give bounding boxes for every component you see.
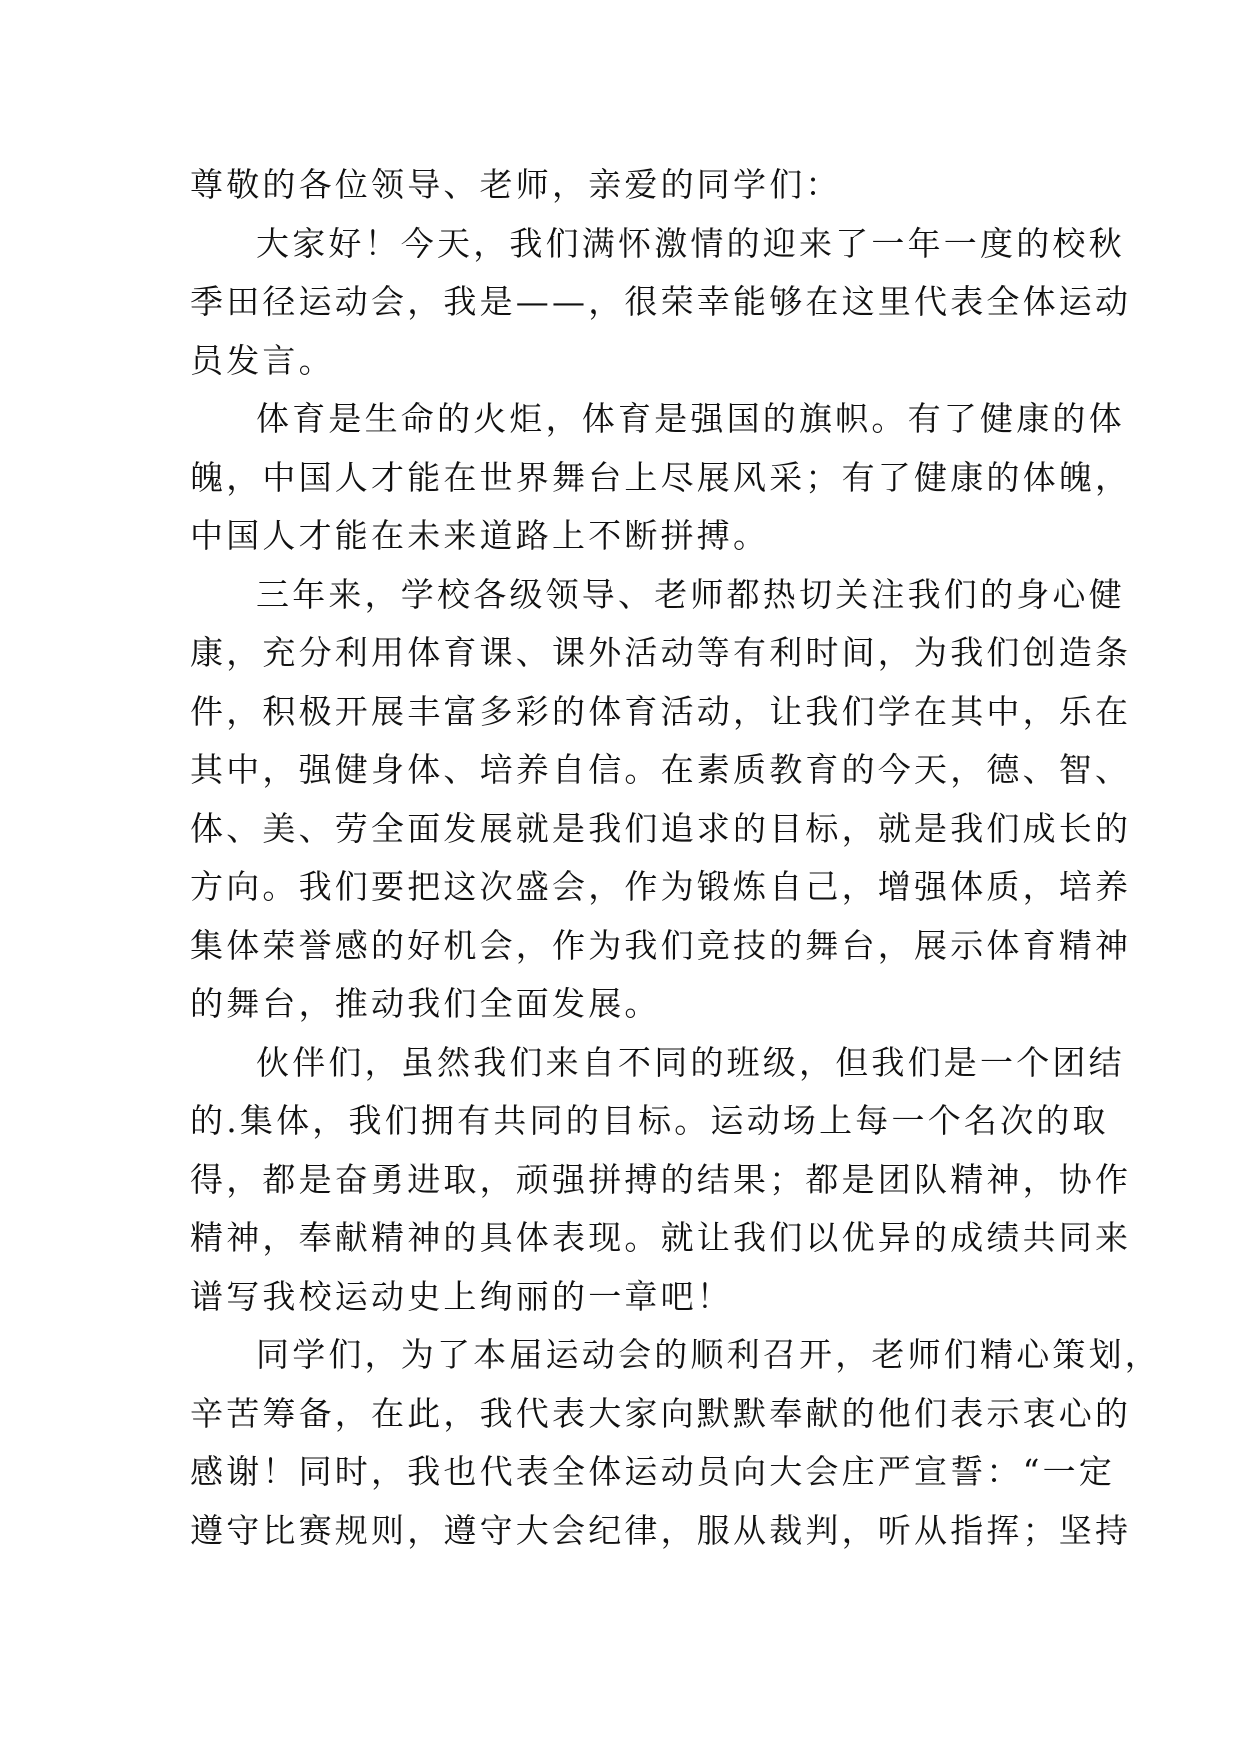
paragraph-line: 遵守比赛规则，遵守大会纪律，服从裁判，听从指挥；坚持 xyxy=(190,1510,1132,1550)
paragraph-line: 得，都是奋勇进取，顽强拼搏的结果；都是团队精神，协作 xyxy=(190,1159,1132,1199)
paragraph-line: 伙伴们，虽然我们来自不同的班级，但我们是一个团结 xyxy=(256,1042,1125,1082)
paragraph-line: 其中，强健身体、培养自信。在素质教育的今天，德、智、 xyxy=(190,750,1132,789)
paragraph-line: 康，充分利用体育课、课外活动等有利时间，为我们创造条 xyxy=(190,633,1132,672)
paragraph-line: 谱写我校运动史上绚丽的一章吧！ xyxy=(190,1276,733,1316)
paragraph-line: 体、美、劳全面发展就是我们追求的目标，就是我们成长的 xyxy=(190,808,1132,848)
document-body xyxy=(190,156,1161,1560)
paragraph-line: 魄，中国人才能在世界舞台上尽展风采；有了健康的体魄， xyxy=(190,457,1132,497)
paragraph-line: 季田径运动会，我是——，很荣幸能够在这里代表全体运动 xyxy=(190,282,1132,321)
paragraph-line: 方向。我们要把这次盛会，作为锻炼自己，增强体质，培养 xyxy=(190,867,1132,906)
salutation-line: 尊敬的各位领导、老师，亲爱的同学们： xyxy=(190,165,842,204)
paragraph-line: 感谢！同时，我也代表全体运动员向大会庄严宣誓：“一定 xyxy=(190,1452,1116,1491)
paragraph-line: 三年来，学校各级领导、老师都热切关注我们的身心健 xyxy=(256,574,1125,614)
paragraph-line: 体育是生命的火炬，体育是强国的旗帜。有了健康的体 xyxy=(256,399,1125,438)
paragraph-line: 同学们，为了本届运动会的顺利召开，老师们精心策划， xyxy=(256,1335,1161,1374)
paragraph-line: 辛苦筹备，在此，我代表大家向默默奉献的他们表示衷心的 xyxy=(190,1393,1132,1433)
paragraph-line: 集体荣誉感的好机会，作为我们竞技的舞台，展示体育精神 xyxy=(190,925,1132,965)
paragraph-line: 精神，奉献精神的具体表现。就让我们以优异的成绩共同来 xyxy=(190,1218,1132,1257)
paragraph-line: 件，积极开展丰富多彩的体育活动，让我们学在其中，乐在 xyxy=(190,691,1132,731)
paragraph-line: 大家好！今天，我们满怀激情的迎来了一年一度的校秋 xyxy=(256,223,1125,263)
paragraph-line: 员发言。 xyxy=(190,340,335,380)
paragraph-line: 的舞台，推动我们全面发展。 xyxy=(190,984,661,1023)
paragraph-line: 的.集体，我们拥有共同的目标。运动场上每一个名次的取 xyxy=(190,1101,1109,1140)
paragraph-line: 中国人才能在未来道路上不断拼搏。 xyxy=(190,516,770,555)
